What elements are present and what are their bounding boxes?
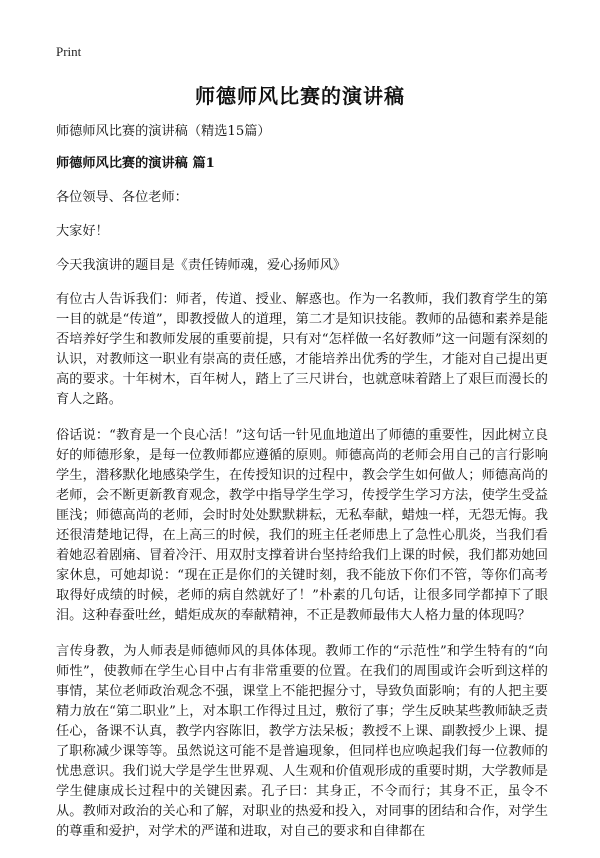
document-title: 师德师风比赛的演讲稿 <box>195 84 405 108</box>
section-heading: 师德师风比赛的演讲稿 篇1 <box>56 156 215 171</box>
print-label: Print <box>56 44 82 59</box>
greeting: 各位领导、各位老师： <box>56 190 188 205</box>
paragraph-1: 有位古人告诉我们：师者，传道、授业、解惑也。作为一名教师，我们教育学生的第一目的就是“传道”，即教授做人的道理，第二才是知识技能。教师的品德和素养是能否培养好学生和教师发展的重要前提，只有对“怎样做一名好教师”这一问题有深刻的认识，对教师这一职业有崇高的责任感，才能培养出优秀的学生，才能对自己提出更高的要求。十年树木，百年树人，踏上了三尺讲台，也就意味着踏上了艰巨而漫长的育人之路。 <box>56 292 548 407</box>
document-body <box>56 122 548 858</box>
document-subtitle: 师德师风比赛的演讲稿（精选15篇） <box>56 124 271 139</box>
paragraph-3: 言传身教，为人师表是师德师风的具体体现。教师工作的“示范性”和学生特有的“向师性”，使教师在学生心目中占有非常重要的位置。在我们的周围或许会听到这样的事情，某位老师政治观念不强，课堂上不能把握分寸，导致负面影响；有的人把主要精力放在“第二职业”上，对本职工作得过且过，敷衍了事；学生反映某些教师缺乏责任心，备课不认真，教学内容陈旧，教学方法呆板；教授不上课、副教授少上课、提了职称减少课等等。虽然说这可能不是普遍现象，但同样也应唤起我们每一位教师的忧患意识。我们说大学是学生世界观、人生观和价值观形成的重要时期，大学教师是学生健康成长过程中的关键因素。孔子曰：其身正，不令而行；其身不正，虽令不从。教师对政治的关心和了解，对职业的热爱和投入，对同事的团结和合作，对学生的尊重和爱护，对学术的严谨和进取，对自己的要求和自律都在 <box>56 644 548 839</box>
speech-topic: 今天我演讲的题目是《责任铸师魂，爱心扬师风》 <box>56 258 347 273</box>
paragraph-2: 俗话说：“教育是一个良心活！”这句话一针见血地道出了师德的重要性，因此树立良好的师德形象，是每一位教师都应遵循的原则。师德高尚的老师会用自己的言行影响学生，潜移默化地感染学生，在传授知识的过程中，教会学生如何做人；师德高尚的老师，会不断更新教育观念，教学中指导学生学习，传授学生学习方法，使学生受益匪浅；师德高尚的老师，会时时处处默默耕耘，无私奉献，蜡烛一样，无怨无悔。我还很清楚地记得，在上高三的时候，我们的班主任老师患上了急性心肌炎，当我们看着她忍着剧痛、冒着冷汗、用双肘支撑着讲台坚持给我们上课的时候，我们都劝她回家休息，可她却说：“现在正是你们的关键时刻，我不能放下你们不管，等你们高考取得好成绩的时候，老师的病自然就好了！”朴素的几句话，让很多同学都掉下了眼泪。这种春蚕吐丝，蜡炬成灰的奉献精神，不正是教师最伟大人格力量的体现吗？ <box>56 428 548 623</box>
hello-line: 大家好！ <box>56 224 109 239</box>
